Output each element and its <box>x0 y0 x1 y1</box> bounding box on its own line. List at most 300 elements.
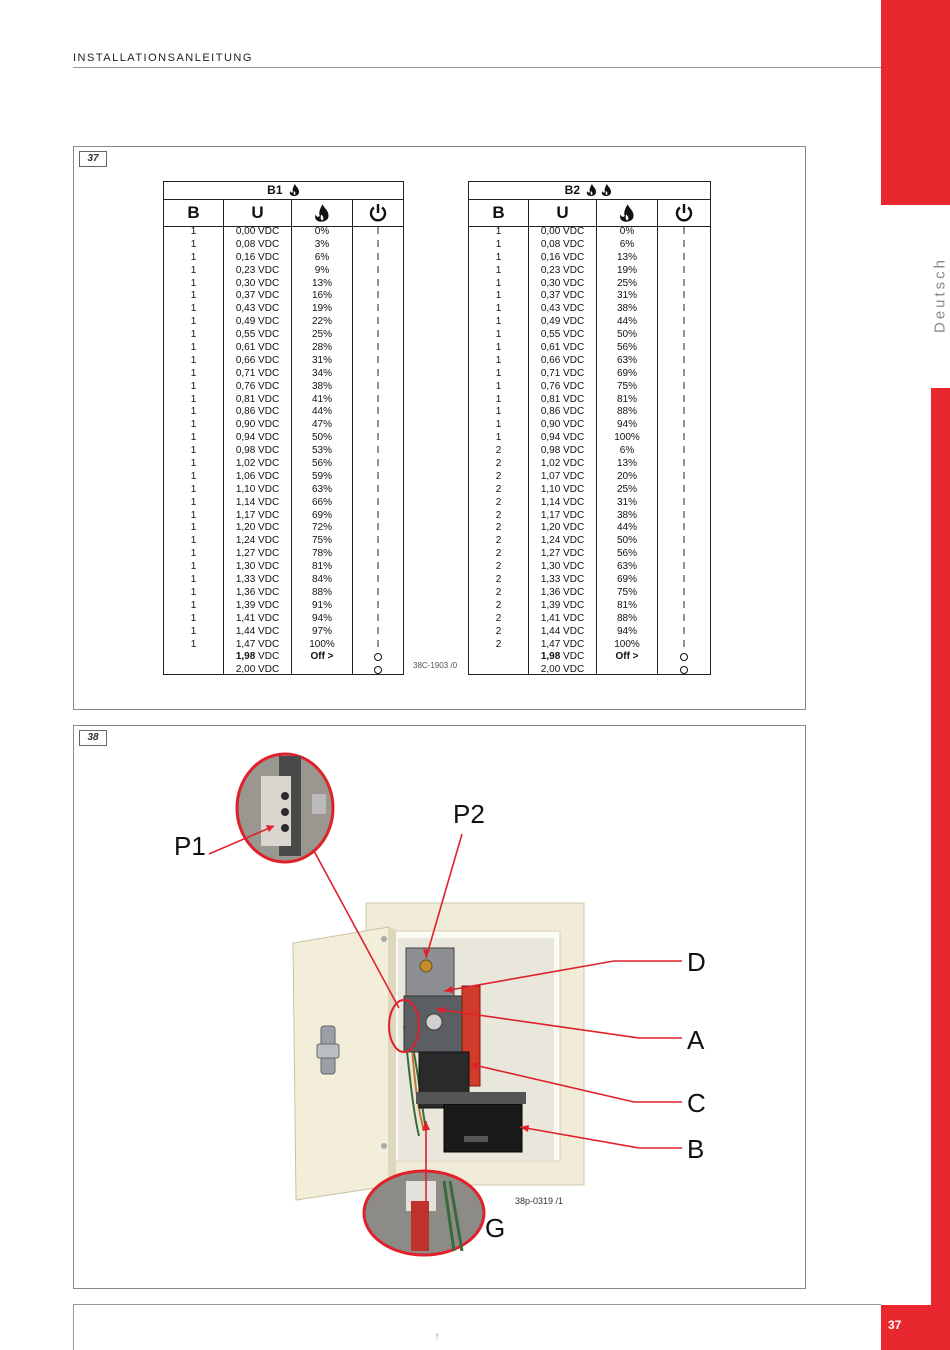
figure-38-code: 38p-0319 /1 <box>515 1196 564 1206</box>
table-cell-b: 1 <box>190 470 197 482</box>
table-b1-b-values <box>164 226 224 674</box>
table-cell-b-empty <box>164 651 223 664</box>
table-cell-power: 88% <box>616 406 637 418</box>
table-cell-b: 2 <box>495 509 502 521</box>
zoom-p1-screw-3 <box>281 824 289 832</box>
table-cell-state: I <box>682 406 686 418</box>
table-cell-power: 69% <box>616 367 637 379</box>
figure-38-panel <box>73 725 806 1289</box>
table-cell-state: I <box>682 483 686 495</box>
table-cell-state: I <box>376 264 380 276</box>
table-b1-power-values <box>292 226 353 674</box>
table-cell-power: 59% <box>311 470 332 482</box>
table-cell-b: 2 <box>495 496 502 508</box>
table-cell-power: 38% <box>616 509 637 521</box>
table-cell-state: I <box>376 522 380 534</box>
table-cell-b: 2 <box>495 483 502 495</box>
table-cell-b: 2 <box>495 612 502 624</box>
table-cell-power: 6% <box>619 238 635 250</box>
table-cell-b: 1 <box>495 354 502 366</box>
table-cell-b: 1 <box>190 625 197 637</box>
table-cell-u: 0,98 VDC <box>235 445 280 457</box>
zoom-p1-screw-1 <box>281 792 289 800</box>
table-cell-u: 1,47 VDC <box>540 638 585 650</box>
voltage-table-b1 <box>163 181 404 675</box>
table-cell-u: 1,27 VDC <box>235 548 280 560</box>
callout-g: G <box>485 1213 506 1243</box>
flame-icon <box>314 204 330 222</box>
table-cell-u: 0,76 VDC <box>235 380 280 392</box>
table-cell-power: 63% <box>616 354 637 366</box>
table-cell-state: I <box>376 342 380 354</box>
table-cell-b: 2 <box>495 599 502 611</box>
gas-valve-top <box>406 948 454 1000</box>
table-cell-power: 19% <box>616 264 637 276</box>
table-b1-header <box>164 200 403 227</box>
table-cell-state: I <box>376 290 380 302</box>
table-cell-b: 1 <box>190 380 197 392</box>
table-cell-b: 2 <box>495 470 502 482</box>
table-cell-power: 31% <box>311 354 332 366</box>
table-cell-power: 56% <box>616 342 637 354</box>
table-cell-power: 97% <box>311 625 332 637</box>
table-cell-u: 1,10 VDC <box>540 483 585 495</box>
table-cell-state: I <box>376 445 380 457</box>
table-cell-b: 1 <box>190 290 197 302</box>
table-cell-state: I <box>682 290 686 302</box>
table-cell-power: 56% <box>616 548 637 560</box>
test-nipple-p2 <box>420 960 432 972</box>
table-cell-u-off <box>529 651 596 664</box>
table-cell-power: 19% <box>311 303 332 315</box>
table-cell-state: I <box>376 432 380 444</box>
table-cell-b: 1 <box>190 277 197 289</box>
table-cell-b: 1 <box>495 367 502 379</box>
receiver-box <box>444 1104 522 1152</box>
installation-photo-illustration <box>74 726 805 1288</box>
table-b2-state-values <box>658 226 710 674</box>
table-b2-title <box>469 182 710 200</box>
table-cell-state: I <box>682 226 686 237</box>
table-cell-u: 1,41 VDC <box>235 612 280 624</box>
table-cell-power: 47% <box>311 419 332 431</box>
table-cell-u: 0,71 VDC <box>235 367 280 379</box>
table-cell-u: 0,86 VDC <box>235 406 280 418</box>
table-b1-col-b: B <box>164 200 224 226</box>
table-cell-power: 75% <box>311 535 332 547</box>
table-cell-u: 1,20 VDC <box>540 522 585 534</box>
table-cell-b: 1 <box>190 445 197 457</box>
table-cell-b: 1 <box>495 251 502 263</box>
table-cell-state: I <box>376 561 380 573</box>
table-cell-power: 69% <box>311 509 332 521</box>
table-cell-u: 0,16 VDC <box>235 251 280 263</box>
table-cell-state: I <box>682 625 686 637</box>
table-cell-power: 3% <box>314 238 330 250</box>
header-divider <box>73 67 881 68</box>
table-cell-u: 0,30 VDC <box>235 277 280 289</box>
table-cell-state: I <box>376 638 380 650</box>
table-cell-power: 94% <box>616 625 637 637</box>
side-language-label: Deutsch <box>931 256 949 334</box>
table-cell-b: 1 <box>190 574 197 586</box>
table-cell-b: 1 <box>190 638 197 650</box>
footer-mark: ! <box>436 1332 439 1341</box>
table-cell-u: 0,90 VDC <box>540 419 585 431</box>
table-cell-u: 0,49 VDC <box>235 316 280 328</box>
table-cell-power: 44% <box>311 406 332 418</box>
table-cell-b-empty <box>469 664 528 677</box>
table-cell-u: 0,61 VDC <box>235 342 280 354</box>
table-cell-state: I <box>682 432 686 444</box>
table-cell-b: 2 <box>495 586 502 598</box>
table-cell-u: 1,10 VDC <box>235 483 280 495</box>
table-cell-b: 1 <box>495 329 502 341</box>
table-cell-state: I <box>376 574 380 586</box>
table-cell-u: 1,33 VDC <box>540 574 585 586</box>
table-cell-b-empty <box>469 651 528 664</box>
table-cell-state: I <box>376 496 380 508</box>
table-cell-b: 1 <box>495 238 502 250</box>
off-voltage-unit: VDC <box>560 651 585 663</box>
table-cell-state: I <box>682 509 686 521</box>
table-cell-b: 1 <box>495 393 502 405</box>
table-cell-power: 63% <box>311 483 332 495</box>
table-b1-col-u: U <box>224 200 292 226</box>
table-cell-power: 91% <box>311 599 332 611</box>
table-cell-b: 2 <box>495 638 502 650</box>
table-cell-u: 1,33 VDC <box>235 574 280 586</box>
table-cell-state: I <box>682 419 686 431</box>
table-cell-power: 25% <box>616 277 637 289</box>
table-cell-u: 1,24 VDC <box>540 535 585 547</box>
table-b2-title-text: B2 <box>564 183 580 197</box>
table-cell-b: 1 <box>190 226 197 237</box>
table-cell-state: I <box>376 548 380 560</box>
table-cell-power: 69% <box>616 574 637 586</box>
voltage-table-b2 <box>468 181 711 675</box>
table-cell-power: 22% <box>311 316 332 328</box>
table-cell-b: 1 <box>190 548 197 560</box>
table-cell-state: I <box>682 458 686 470</box>
table-cell-state: I <box>682 380 686 392</box>
table-cell-state: I <box>376 625 380 637</box>
table-cell-u: 0,81 VDC <box>235 393 280 405</box>
zoom-p1-screw-2 <box>281 808 289 816</box>
table-cell-state: I <box>682 251 686 263</box>
table-cell-u: 0,08 VDC <box>540 238 585 250</box>
table-b2-col-u: U <box>529 200 597 226</box>
table-cell-b: 1 <box>190 612 197 624</box>
table-cell-u: 1,44 VDC <box>235 625 280 637</box>
table-cell-u: 0,81 VDC <box>540 393 585 405</box>
table-cell-u: 1,41 VDC <box>540 612 585 624</box>
table-cell-u: 1,02 VDC <box>235 458 280 470</box>
table-cell-u: 1,47 VDC <box>235 638 280 650</box>
table-cell-state: I <box>376 470 380 482</box>
table-cell-u: 0,71 VDC <box>540 367 585 379</box>
table-cell-state: I <box>376 303 380 315</box>
table-cell-power-empty <box>597 664 657 677</box>
table-cell-state: I <box>376 509 380 521</box>
table-cell-u: 0,00 VDC <box>235 226 280 237</box>
table-cell-u: 1,30 VDC <box>235 561 280 573</box>
table-cell-power: 44% <box>616 522 637 534</box>
table-cell-state: I <box>376 329 380 341</box>
table-cell-power: 13% <box>616 458 637 470</box>
table-cell-state: I <box>682 367 686 379</box>
table-cell-u: 0,00 VDC <box>540 226 585 237</box>
table-cell-u: 0,66 VDC <box>540 354 585 366</box>
table-cell-u: 1,06 VDC <box>235 470 280 482</box>
table-cell-b: 1 <box>190 238 197 250</box>
callout-p2: P2 <box>453 799 485 829</box>
table-cell-u: 1,30 VDC <box>540 561 585 573</box>
table-cell-b: 1 <box>495 419 502 431</box>
table-cell-state: I <box>682 277 686 289</box>
table-cell-b-empty <box>164 664 223 677</box>
table-cell-state: I <box>682 574 686 586</box>
table-cell-u: 1,44 VDC <box>540 625 585 637</box>
off-circle-icon <box>374 666 382 674</box>
table-cell-power: 28% <box>311 342 332 354</box>
footer-divider <box>73 1304 881 1305</box>
table-cell-state: I <box>376 226 380 237</box>
table-cell-power: 53% <box>311 445 332 457</box>
table-cell-b: 2 <box>495 522 502 534</box>
receiver-label <box>464 1136 488 1142</box>
table-cell-u: 0,55 VDC <box>540 329 585 341</box>
table-cell-u-last: 2,00 VDC <box>235 664 280 676</box>
table-b1-title-text: B1 <box>267 183 283 197</box>
table-cell-u: 0,23 VDC <box>235 264 280 276</box>
table-cell-power: 100% <box>614 638 640 650</box>
table-cell-state: I <box>376 612 380 624</box>
table-cell-power: 31% <box>616 290 637 302</box>
table-cell-state: I <box>376 316 380 328</box>
power-icon <box>368 203 388 223</box>
table-cell-power-off: Off > <box>615 651 639 663</box>
double-flame-icon <box>586 184 614 196</box>
table-cell-power: 44% <box>616 316 637 328</box>
table-cell-u: 1,07 VDC <box>540 470 585 482</box>
table-cell-u: 1,14 VDC <box>235 496 280 508</box>
table-cell-b: 1 <box>495 432 502 444</box>
table-cell-state: I <box>682 612 686 624</box>
table-cell-b: 1 <box>495 303 502 315</box>
table-cell-state: I <box>682 354 686 366</box>
table-cell-state: I <box>682 393 686 405</box>
table-b2-b-values <box>469 226 529 674</box>
table-cell-b: 1 <box>495 226 502 237</box>
table-cell-state: I <box>376 380 380 392</box>
table-cell-b: 1 <box>190 483 197 495</box>
table-cell-power: 9% <box>314 264 330 276</box>
table-cell-b: 1 <box>190 561 197 573</box>
table-cell-power: 6% <box>314 251 330 263</box>
table-cell-u: 0,98 VDC <box>540 445 585 457</box>
table-cell-u: 1,20 VDC <box>235 522 280 534</box>
table-cell-u: 0,43 VDC <box>235 303 280 315</box>
table-cell-power: 81% <box>616 393 637 405</box>
table-cell-u: 1,39 VDC <box>235 599 280 611</box>
table-cell-u: 1,17 VDC <box>540 509 585 521</box>
table-cell-state: I <box>682 445 686 457</box>
table-b2-col-state <box>658 200 710 226</box>
cabinet-door <box>293 927 389 1200</box>
footer-left-border <box>73 1304 74 1350</box>
table-cell-state: I <box>682 470 686 482</box>
table-cell-state-last <box>353 664 403 677</box>
flame-icon <box>289 184 300 196</box>
table-cell-b: 2 <box>495 625 502 637</box>
table-cell-power: 31% <box>616 496 637 508</box>
table-cell-b: 2 <box>495 445 502 457</box>
off-voltage-bold: 1,98 <box>540 651 561 663</box>
off-circle-icon <box>374 653 382 661</box>
table-cell-u: 0,61 VDC <box>540 342 585 354</box>
table-b1-title <box>164 182 403 200</box>
table-cell-b: 1 <box>190 458 197 470</box>
table-cell-b: 1 <box>495 342 502 354</box>
callout-b: B <box>687 1134 705 1164</box>
table-cell-state: I <box>682 342 686 354</box>
table-cell-state: I <box>376 586 380 598</box>
figure-37-number: 37 <box>79 151 107 167</box>
table-cell-state: I <box>376 458 380 470</box>
table-cell-power: 88% <box>311 586 332 598</box>
table-cell-power: 25% <box>616 483 637 495</box>
table-cell-u-off <box>224 651 291 664</box>
table-cell-state: I <box>682 303 686 315</box>
table-cell-b: 1 <box>190 419 197 431</box>
table-b2-header <box>469 200 710 227</box>
off-circle-icon <box>680 666 688 674</box>
table-cell-u: 0,08 VDC <box>235 238 280 250</box>
table-cell-power: 66% <box>311 496 332 508</box>
table-cell-power: 6% <box>619 445 635 457</box>
table-cell-power: 13% <box>616 251 637 263</box>
table-cell-b: 2 <box>495 535 502 547</box>
table-cell-power: 56% <box>311 458 332 470</box>
table-cell-u: 0,86 VDC <box>540 406 585 418</box>
callout-a: A <box>687 1025 705 1055</box>
table-cell-state: I <box>376 483 380 495</box>
table-cell-state: I <box>682 329 686 341</box>
table-cell-power: 50% <box>616 535 637 547</box>
table-cell-state: I <box>376 354 380 366</box>
table-cell-b: 1 <box>190 522 197 534</box>
cabinet-door-edge <box>389 927 396 1186</box>
table-cell-state: I <box>682 535 686 547</box>
figure-37-panel <box>73 146 806 710</box>
page-number: 37 <box>888 1318 902 1332</box>
table-cell-state: I <box>682 316 686 328</box>
table-cell-b: 1 <box>495 277 502 289</box>
off-voltage-bold: 1,98 <box>235 651 256 663</box>
table-cell-power: 81% <box>616 599 637 611</box>
table-cell-u: 0,23 VDC <box>540 264 585 276</box>
table-cell-power: 34% <box>311 367 332 379</box>
table-cell-power: 63% <box>616 561 637 573</box>
table-cell-b: 1 <box>190 586 197 598</box>
power-icon <box>674 203 694 223</box>
table-cell-b: 1 <box>495 316 502 328</box>
table-cell-power: 72% <box>311 522 332 534</box>
table-cell-u: 1,14 VDC <box>540 496 585 508</box>
table-cell-b: 1 <box>190 367 197 379</box>
table-cell-state: I <box>682 599 686 611</box>
table-cell-b: 1 <box>190 316 197 328</box>
table-cell-state: I <box>376 419 380 431</box>
table-cell-power: 100% <box>309 638 335 650</box>
table-cell-b: 1 <box>190 354 197 366</box>
table-cell-u: 1,24 VDC <box>235 535 280 547</box>
table-cell-power: 13% <box>311 277 332 289</box>
table-cell-state: I <box>376 238 380 250</box>
table-cell-u: 0,37 VDC <box>235 290 280 302</box>
table-cell-u: 0,37 VDC <box>540 290 585 302</box>
table-cell-state: I <box>682 238 686 250</box>
table-cell-b: 1 <box>190 393 197 405</box>
page-header-title: INSTALLATIONSANLEITUNG <box>73 52 253 64</box>
table-cell-u: 0,55 VDC <box>235 329 280 341</box>
table-cell-b: 1 <box>190 342 197 354</box>
table-cell-u: 1,39 VDC <box>540 599 585 611</box>
valve-connector <box>426 1014 442 1030</box>
table-cell-state: I <box>376 599 380 611</box>
table-cell-state: I <box>682 264 686 276</box>
table-cell-state: I <box>682 548 686 560</box>
figure-38-number: 38 <box>79 730 107 746</box>
callout-d: D <box>687 947 706 977</box>
table-b1-body <box>164 226 403 674</box>
zoom-g-red-part <box>411 1201 429 1251</box>
table-cell-b: 1 <box>190 496 197 508</box>
table-cell-state-off <box>353 651 403 664</box>
door-latch-plate <box>317 1044 339 1058</box>
table-cell-state: I <box>682 586 686 598</box>
table-cell-b: 1 <box>190 509 197 521</box>
table-cell-b: 1 <box>190 264 197 276</box>
figure-37-code: 38C-1903 /0 <box>413 661 458 670</box>
off-circle-icon <box>680 653 688 661</box>
table-cell-power: 50% <box>311 432 332 444</box>
table-cell-power: 16% <box>311 290 332 302</box>
table-cell-b: 2 <box>495 548 502 560</box>
table-cell-u: 0,94 VDC <box>540 432 585 444</box>
table-cell-state: I <box>682 496 686 508</box>
table-b2-col-power <box>597 200 658 226</box>
table-cell-u: 0,30 VDC <box>540 277 585 289</box>
table-cell-state: I <box>682 638 686 650</box>
table-cell-state-last <box>658 664 710 677</box>
table-cell-u: 0,49 VDC <box>540 316 585 328</box>
table-cell-power: 75% <box>616 380 637 392</box>
table-cell-power: 78% <box>311 548 332 560</box>
table-cell-state: I <box>682 522 686 534</box>
table-cell-u: 0,90 VDC <box>235 419 280 431</box>
table-cell-state: I <box>376 251 380 263</box>
red-side-tab-top <box>881 0 950 205</box>
table-cell-u: 0,76 VDC <box>540 380 585 392</box>
tray <box>416 1092 526 1104</box>
table-cell-b: 1 <box>190 329 197 341</box>
table-cell-b: 2 <box>495 458 502 470</box>
callout-c: C <box>687 1088 706 1118</box>
table-b2-body <box>469 226 710 674</box>
table-cell-power: 50% <box>616 329 637 341</box>
